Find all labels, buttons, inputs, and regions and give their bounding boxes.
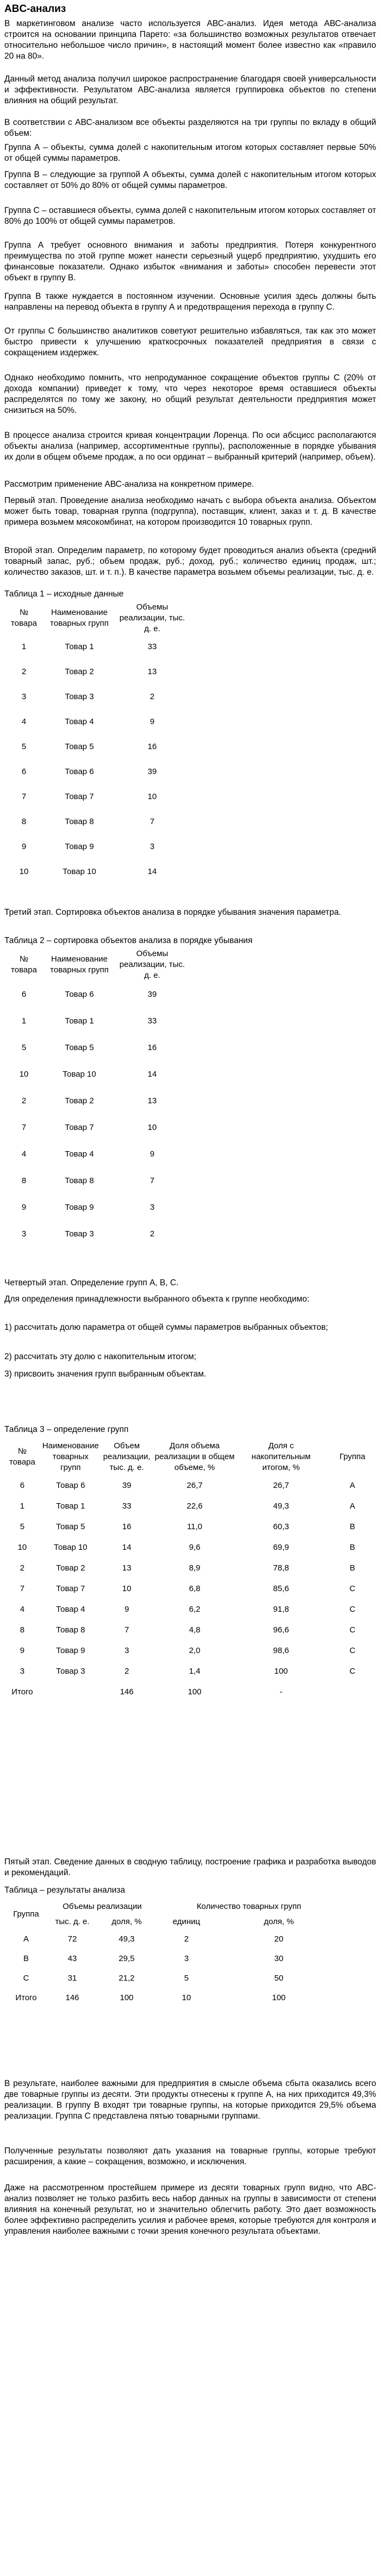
table-header: Наименование товарных групп bbox=[50, 608, 109, 628]
table-cell: 6 bbox=[21, 767, 27, 776]
table-row bbox=[4, 1194, 189, 1221]
table-cell: 146 bbox=[65, 1993, 79, 2002]
table-cell: Товар 1 bbox=[65, 1016, 94, 1026]
table-cell: 91,8 bbox=[273, 1605, 289, 1614]
table-cell: 85,6 bbox=[273, 1584, 289, 1593]
table-cell: C bbox=[349, 1605, 355, 1614]
table-cell: Товар 4 bbox=[56, 1605, 85, 1614]
table-cell: 7 bbox=[149, 1176, 155, 1185]
table-cell: 2 bbox=[20, 1563, 25, 1573]
table-header: доля, % bbox=[111, 1917, 142, 1926]
table-header: Наименование товарных групп bbox=[42, 1441, 99, 1472]
table-cell: 10 bbox=[19, 867, 29, 876]
paragraph: Второй этап. Определим параметр, по которому будет проводиться анализ объекта (средний товарный запас, руб.; объем продаж, руб.; доход, руб.; количество единиц продаж, шт.; количество заказов, шт. и т. п.). В качестве параметра возьмем объемы реализации, тыс. д. е. bbox=[4, 546, 376, 577]
table-header: тыс. д. е. bbox=[55, 1917, 90, 1926]
table-caption: Таблица 2 – сортировка объектов анализа в порядке убывания bbox=[4, 936, 253, 945]
table-cell: 11,0 bbox=[187, 1522, 203, 1531]
table-cell: 2 bbox=[124, 1667, 129, 1676]
table-header: № товара bbox=[9, 1447, 35, 1467]
table-row bbox=[4, 1061, 189, 1088]
table-cell: Товар 4 bbox=[65, 717, 94, 726]
table-cell: 39 bbox=[122, 1481, 132, 1490]
table-cell: 9 bbox=[21, 842, 27, 851]
table-cell: 1 bbox=[21, 1016, 27, 1026]
table-cell: 3 bbox=[149, 842, 155, 851]
data-table-sorted bbox=[4, 948, 189, 1247]
table-cell: Итого bbox=[15, 1993, 37, 2002]
table-cell: 2,0 bbox=[189, 1646, 201, 1655]
table-cell: Товар 10 bbox=[53, 1543, 88, 1552]
table-cell: 3 bbox=[124, 1646, 129, 1655]
paragraph: Полученные результаты позволяют дать указания на товарные группы, которые требуют расширения, а какие – сокращения, возможно, и исключения. bbox=[4, 2146, 376, 2166]
table-cell: 7 bbox=[124, 1625, 129, 1635]
table-cell: 6,2 bbox=[189, 1605, 201, 1614]
table-row bbox=[4, 1517, 379, 1537]
table-cell: 33 bbox=[147, 1016, 157, 1026]
table-body bbox=[4, 981, 189, 1247]
list-item: 1) рассчитать долю параметра от общей суммы параметров выбранных объектов; bbox=[4, 1323, 328, 1332]
table-cell: 78,8 bbox=[273, 1563, 289, 1573]
table-cell: 6 bbox=[20, 1481, 25, 1490]
table-row bbox=[4, 759, 189, 784]
table-cell: 13 bbox=[147, 1096, 157, 1105]
paragraph: В маркетинговом анализе часто используется АВС-анализ. Идея метода АВС-анализа строится на основании принципа Парето: «за большинство возможных результатов отвечает относительно небольшое число причин», в настоящий момент более известно как «правило 20 на 80». bbox=[4, 19, 376, 61]
table-cell: 69,9 bbox=[273, 1543, 289, 1552]
table-row bbox=[4, 1475, 379, 1496]
table-row bbox=[4, 1088, 189, 1114]
table-cell: 29,5 bbox=[118, 1954, 135, 1963]
table-row bbox=[4, 1537, 379, 1558]
table-header: Объем реализации, тыс. д. е. bbox=[103, 1441, 151, 1472]
paragraph: В результате, наиболее важными для предприятия в смысле объема сбыта оказались всего две товарные группы из десяти. Эти продукты отнесены к группе А, на них приходится 49,3% реализации. В группу В входят три товарные группы, на которые приходится 29,5% объема реализации. Группа С представлена пятью товарными группами. bbox=[4, 2079, 376, 2121]
table-cell: 10 bbox=[122, 1584, 132, 1593]
table-cell: Товар 5 bbox=[65, 1042, 94, 1052]
table-cell: Товар 2 bbox=[65, 1096, 94, 1105]
table-cell: 7 bbox=[20, 1584, 25, 1593]
data-table-results bbox=[4, 1899, 341, 2008]
table-cell: 4 bbox=[21, 1149, 27, 1159]
table-caption: Таблица 1 – исходные данные bbox=[4, 589, 124, 599]
table-header: № товара bbox=[11, 954, 37, 975]
table-cell: 98,6 bbox=[273, 1646, 289, 1655]
table-cell bbox=[40, 1682, 101, 1702]
table-cell: 26,7 bbox=[186, 1481, 203, 1490]
table-cell: 2 bbox=[149, 692, 155, 701]
table-row bbox=[4, 1579, 379, 1599]
table-header: Группа bbox=[13, 1909, 39, 1919]
table-cell: 5 bbox=[21, 742, 27, 751]
table-cell: 100 bbox=[272, 1993, 286, 2002]
table-cell: - bbox=[279, 1687, 283, 1697]
table-cell: Товар 10 bbox=[63, 1069, 96, 1079]
table-cell: Товар 3 bbox=[56, 1667, 85, 1676]
table-cell: 50 bbox=[274, 1974, 284, 1983]
table-header: Группа bbox=[339, 1452, 366, 1461]
table-cell: B bbox=[349, 1522, 355, 1531]
table-cell: Товар 2 bbox=[65, 667, 94, 676]
table-cell: Товар 8 bbox=[65, 1176, 94, 1185]
table-cell: 33 bbox=[147, 642, 157, 651]
table-cell: 6 bbox=[21, 989, 27, 999]
table-cell: 30 bbox=[274, 1954, 284, 1963]
table-cell: C bbox=[349, 1625, 355, 1635]
table-caption: Таблица – результаты анализа bbox=[4, 1886, 126, 1895]
paragraph: От группы С большинство аналитиков советуют решительно избавляться, так как это может быстро привести к улучшению краткосрочных показателей предприятия в связи с сокращением издержек. bbox=[4, 326, 376, 357]
table-row bbox=[4, 1682, 379, 1702]
paragraph: Рассмотрим применение АВС-анализа на конкретном примере. bbox=[4, 480, 254, 489]
table-cell: Товар 7 bbox=[65, 1122, 94, 1132]
table-cell: 2 bbox=[21, 667, 27, 676]
table-cell: Товар 5 bbox=[56, 1522, 85, 1531]
table-cell: 43 bbox=[67, 1954, 77, 1963]
table-row bbox=[4, 634, 189, 659]
table-cell: 22,6 bbox=[186, 1501, 203, 1511]
table-cell: Товар 9 bbox=[56, 1646, 85, 1655]
table-body bbox=[4, 1475, 379, 1702]
table-cell: Товар 6 bbox=[65, 767, 94, 776]
table-cell: A bbox=[349, 1501, 355, 1511]
table-cell: 100 bbox=[274, 1667, 288, 1676]
table-cell: 14 bbox=[122, 1543, 132, 1552]
table-cell: Итого bbox=[11, 1687, 33, 1697]
table-row bbox=[4, 809, 189, 834]
table-header: Доля с накопительным итогом, % bbox=[251, 1441, 311, 1472]
table-cell: 5 bbox=[184, 1974, 189, 1983]
table-row bbox=[4, 1641, 379, 1661]
table-header: единиц bbox=[172, 1917, 201, 1926]
table-cell: 20 bbox=[274, 1934, 284, 1944]
table-row bbox=[4, 1008, 189, 1034]
paragraph: Третий этап. Сортировка объектов анализа в порядке убывания значения параметра. bbox=[4, 908, 341, 917]
table-caption: Таблица 3 – определение групп bbox=[4, 1425, 129, 1434]
table-cell: 31 bbox=[67, 1974, 77, 1983]
table-cell: Товар 6 bbox=[65, 989, 94, 999]
table-cell: 4,8 bbox=[189, 1625, 201, 1635]
table-cell: 10 bbox=[147, 792, 157, 801]
table-cell: 1 bbox=[21, 642, 27, 651]
table-cell: A bbox=[349, 1481, 355, 1490]
table-row bbox=[4, 1034, 189, 1061]
table-cell: 5 bbox=[21, 1042, 27, 1052]
table-cell: Товар 3 bbox=[65, 692, 94, 701]
table-cell: 4 bbox=[20, 1605, 25, 1614]
table-cell: 10 bbox=[19, 1069, 29, 1079]
table-row bbox=[4, 1661, 379, 1682]
table-cell: 26,7 bbox=[273, 1481, 289, 1490]
table-cell: 5 bbox=[20, 1522, 25, 1531]
table-cell: 8 bbox=[20, 1625, 25, 1635]
table-cell: 39 bbox=[147, 767, 157, 776]
table-header: Объемы реализации, тыс. д. е. bbox=[119, 602, 185, 633]
table-cell: 14 bbox=[147, 1069, 157, 1079]
table-row bbox=[4, 1496, 379, 1517]
table-cell: Товар 9 bbox=[65, 1202, 94, 1212]
table-header: Доля объема реализации в общем объеме, % bbox=[154, 1441, 235, 1472]
table-cell: B bbox=[349, 1563, 355, 1573]
table-row bbox=[4, 1221, 189, 1247]
table-cell: 8 bbox=[21, 1176, 27, 1185]
table-cell bbox=[326, 1682, 379, 1702]
paragraph: Группа А требует основного внимания и заботы предприятия. Потеря конкурентного преимущества по этой группе может нанести серьезный ущерб предприятию, ухудшить его финансовые показатели. Однако избыток «внимания и заботы» способен перевести этот объект в группу В. bbox=[4, 241, 376, 282]
table-cell: 4 bbox=[21, 717, 27, 726]
table-cell: Товар 8 bbox=[65, 817, 94, 826]
table-row bbox=[4, 1988, 341, 2008]
table-header: Объемы реализации, тыс. д. е. bbox=[119, 949, 185, 980]
table-cell: 2 bbox=[21, 1096, 27, 1105]
table-cell: 1,4 bbox=[189, 1667, 201, 1676]
table-cell: Товар 4 bbox=[65, 1149, 94, 1159]
table-cell: Товар 2 bbox=[56, 1563, 85, 1573]
table-row bbox=[4, 1114, 189, 1141]
table-cell: 14 bbox=[147, 867, 157, 876]
table-row bbox=[4, 659, 189, 684]
table-cell: 16 bbox=[147, 742, 157, 751]
table-cell: A bbox=[23, 1934, 29, 1944]
table-body bbox=[4, 1930, 341, 2008]
table-header: Объемы реализации bbox=[63, 1902, 142, 1911]
table-cell: Товар 5 bbox=[65, 742, 94, 751]
table-cell: 146 bbox=[120, 1687, 134, 1697]
table-cell: 3 bbox=[21, 1229, 27, 1239]
table-cell: 7 bbox=[21, 792, 27, 801]
paragraph: Группа С – оставшиеся объекты, сумма долей с накопительным итогом которых составляет от 80% до 100% от общей суммы параметров. bbox=[4, 206, 376, 226]
table-cell: B bbox=[349, 1543, 355, 1552]
data-table-groups bbox=[4, 1438, 379, 1702]
table-header: доля, % bbox=[264, 1917, 294, 1926]
table-cell: 3 bbox=[21, 692, 27, 701]
table-cell: 2 bbox=[149, 1229, 155, 1239]
table-cell: Товар 6 bbox=[56, 1481, 85, 1490]
table-cell: Товар 9 bbox=[65, 842, 94, 851]
table-row bbox=[4, 784, 189, 809]
section-heading: Четвертый этап. Определение групп А, В, С. bbox=[4, 1278, 179, 1287]
table-cell: 10 bbox=[182, 1993, 191, 2002]
table-cell: 39 bbox=[147, 989, 157, 999]
list-item: 2) рассчитать эту долю с накопительным итогом; bbox=[4, 1352, 197, 1361]
table-header: Количество товарных групп bbox=[196, 1902, 302, 1911]
table-cell: 3 bbox=[20, 1667, 25, 1676]
table-cell: 9,6 bbox=[189, 1543, 201, 1552]
paragraph: Однако необходимо помнить, что непродуманное сокращение объектов группы С (20% от дохода компании) приведет к тому, что через некоторое время оставшиеся объекты распределятся по тому же закону, но общий результат деятельности предприятия может снизиться на 50%. bbox=[4, 373, 376, 415]
paragraph: В соответствии с АВС-анализом все объекты разделяются на три группы по вкладу в общий объем: bbox=[4, 118, 376, 138]
table-row bbox=[4, 1949, 341, 1969]
table-cell: C bbox=[349, 1667, 355, 1676]
table-row bbox=[4, 1620, 379, 1641]
table-row bbox=[4, 859, 189, 884]
table-cell: 9 bbox=[20, 1646, 25, 1655]
table-cell: 60,3 bbox=[273, 1522, 289, 1531]
paragraph: Группа А – объекты, сумма долей с накопительным итогом которых составляет первые 50% от общей суммы параметров. bbox=[4, 143, 376, 163]
table-cell: 96,6 bbox=[273, 1625, 289, 1635]
table-cell: Товар 1 bbox=[65, 642, 94, 651]
table-row bbox=[4, 834, 189, 859]
table-cell: 8,9 bbox=[189, 1563, 201, 1573]
table-cell: 9 bbox=[124, 1605, 129, 1614]
table-cell: Товар 7 bbox=[56, 1584, 85, 1593]
table-row bbox=[4, 981, 189, 1008]
paragraph: Группа В также нуждается в постоянном изучении. Основные усилия здесь должны быть направлены на перевод объекта в группу А и предотвращения перехода в группу С. bbox=[4, 292, 376, 312]
table-row bbox=[4, 1969, 341, 1988]
table-header: № товара bbox=[11, 608, 37, 628]
table-cell: Товар 3 bbox=[65, 1229, 94, 1239]
table-cell: 21,2 bbox=[118, 1974, 135, 1983]
table-cell: 16 bbox=[147, 1042, 157, 1052]
table-cell: 33 bbox=[122, 1501, 132, 1511]
table-body bbox=[4, 634, 189, 884]
table-cell: 7 bbox=[21, 1122, 27, 1132]
table-cell: 13 bbox=[122, 1563, 132, 1573]
paragraph: Для определения принадлежности выбранного объекта к группе необходимо: bbox=[4, 1295, 310, 1304]
table-cell: 9 bbox=[21, 1202, 27, 1212]
paragraph: В процессе анализа строится кривая концентрации Лоренца. По оси абсцисс располагаются объекты анализа (например, ассортиментные группы), расположенные в порядке убывания их доли в общем объеме продаж, а по оси ординат – выбранный критерий (например, объем). bbox=[4, 431, 376, 462]
table-cell: 6,8 bbox=[189, 1584, 201, 1593]
table-cell: 72 bbox=[67, 1934, 77, 1944]
table-cell: 13 bbox=[147, 667, 157, 676]
table-row bbox=[4, 1930, 341, 1949]
paragraph: Данный метод анализа получил широкое распространение благодаря своей универсальности и эффективности. Результатом АВС-анализа является группировка объектов по степени влияния на общий результат. bbox=[4, 74, 376, 105]
table-cell: 9 bbox=[149, 717, 155, 726]
table-cell: 10 bbox=[17, 1543, 27, 1552]
table-header: Наименование товарных групп bbox=[50, 954, 109, 975]
table-cell: 7 bbox=[149, 817, 155, 826]
table-cell: Товар 10 bbox=[63, 867, 96, 876]
paragraph: Первый этап. Проведение анализа необходимо начать с выбора объекта анализа. Объектом может быть товар, товарная группа (подгруппа), поставщик, клиент, заказ и т. д. В качестве примера возьмем мясокомбинат, на котором производится 10 товарных групп. bbox=[4, 496, 376, 527]
paragraph: Группа В – следующие за группой А объекты, сумма долей с накопительным итогом которых составляет от 50% до 80% от общей суммы параметров. bbox=[4, 170, 376, 190]
table-cell: 49,3 bbox=[273, 1501, 289, 1511]
table-cell: C bbox=[23, 1974, 29, 1983]
table-cell: Товар 1 bbox=[56, 1501, 85, 1511]
table-row bbox=[4, 1167, 189, 1194]
paragraph: Пятый этап. Сведение данных в сводную таблицу, построение графика и разработка выводов и рекомендаций. bbox=[4, 1857, 376, 1877]
table-row bbox=[4, 734, 189, 759]
table-row bbox=[4, 1599, 379, 1620]
table-cell: 100 bbox=[188, 1687, 202, 1697]
table-row bbox=[4, 709, 189, 734]
table-cell: 8 bbox=[21, 817, 27, 826]
table-cell: 2 bbox=[184, 1934, 189, 1944]
table-cell: Товар 8 bbox=[56, 1625, 85, 1635]
table-cell: B bbox=[23, 1954, 29, 1963]
table-row bbox=[4, 1558, 379, 1579]
table-row bbox=[4, 684, 189, 709]
table-cell: 16 bbox=[122, 1522, 132, 1531]
table-cell: 100 bbox=[120, 1993, 134, 2002]
table-cell: 1 bbox=[20, 1501, 25, 1511]
table-cell: 3 bbox=[184, 1954, 189, 1963]
data-table-initial bbox=[4, 602, 189, 884]
table-cell: 3 bbox=[149, 1202, 155, 1212]
list-item: 3) присвоить значения групп выбранным объектам. bbox=[4, 1369, 207, 1379]
paragraph: Даже на рассмотренном простейшем примере из десяти товарных групп видно, что АВС-анализ позволяет не только разбить весь набор данных на группы в зависимости от степени влияния на конечный результат, но и значительно облегчить работу. Это дает возможность более эффективно распределить усилия и рабочее время, которые требуются для контроля и управления наиболее важными с точки зрения конечного результата объектами. bbox=[4, 2183, 376, 2236]
table-row bbox=[4, 1141, 189, 1167]
table-cell: Товар 7 bbox=[65, 792, 94, 801]
table-cell: 9 bbox=[149, 1149, 155, 1159]
page-title: ABC-анализ bbox=[4, 3, 66, 15]
table-cell: C bbox=[349, 1584, 355, 1593]
table-cell: 10 bbox=[147, 1122, 157, 1132]
table-cell: 49,3 bbox=[118, 1934, 135, 1944]
table-cell: C bbox=[349, 1646, 355, 1655]
